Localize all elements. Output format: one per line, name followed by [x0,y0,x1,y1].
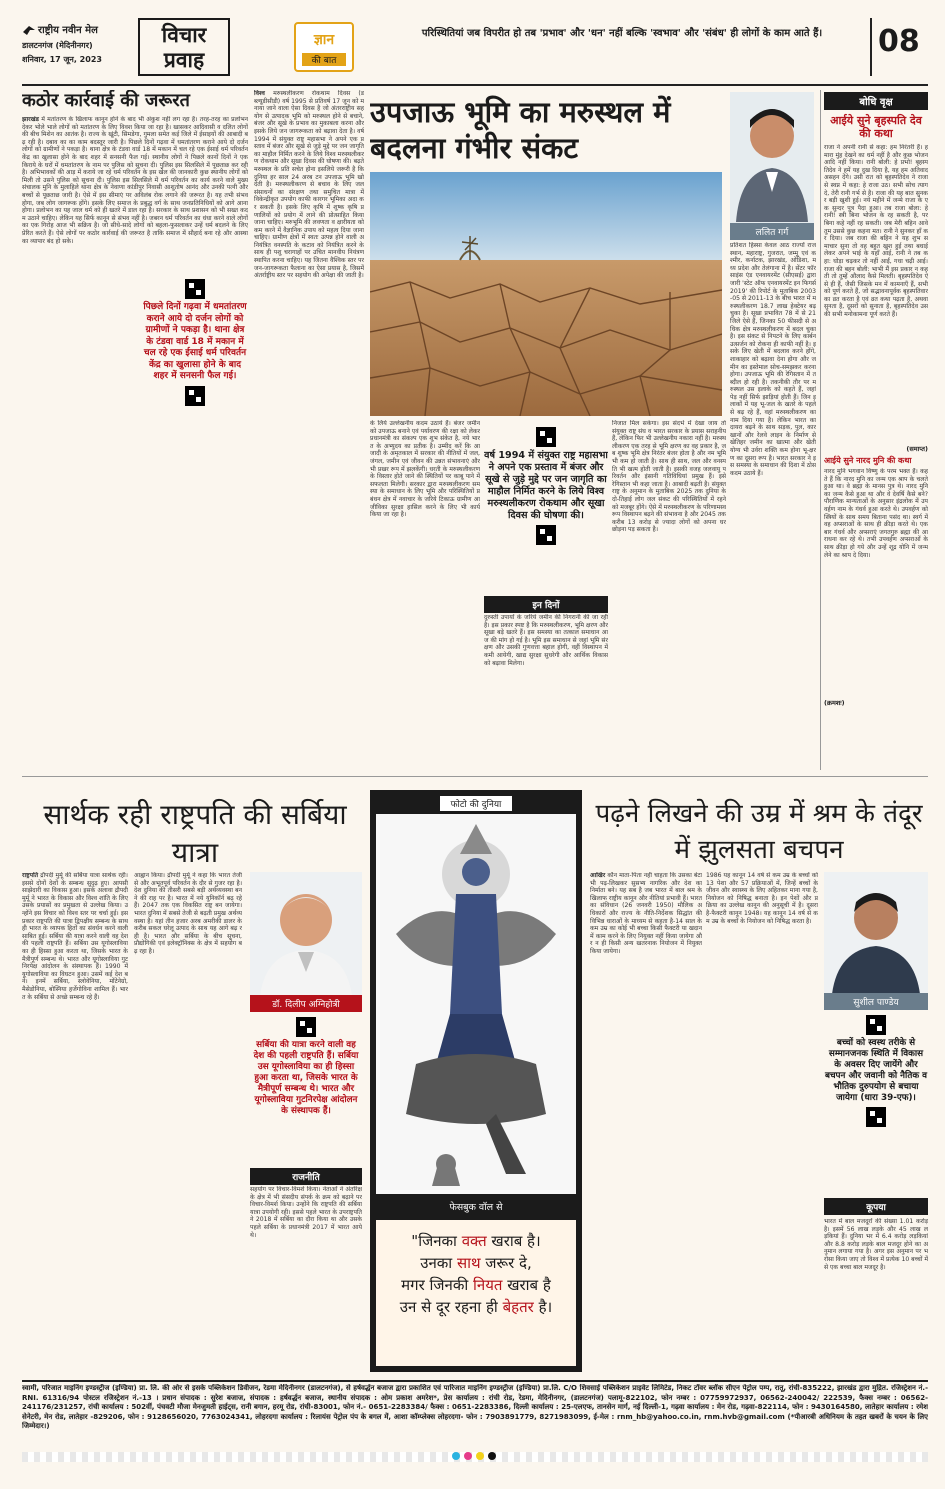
bodhi-tag: बोधि वृक्ष [824,92,928,110]
murmu-intro: राष्ट्रपति [22,872,39,879]
photo-world [370,790,582,1372]
lead-body-c: दुरुस्ती उपायों के जरिये जमीन की निगरानी की जा रही है। इस प्रकार स्पष्ट है कि मरुस्थलीकरण, भूमि क्षरण और सूखा बड़े खतरे हैं। इस समस्या का तत्काल समाधान आज की मांग हो गई है। भूमि इस समाधान से जहां भूमि संरक्षण और उसकी गुणवत्ता बहाल होगी, वहीं विस्थापन में कमी आयेगी, खाद्य सुरक्षा सुधरेगी और आर्थिक विकास को बढ़ावा मिलेगा। [484,614,608,667]
child-pull: बच्चों को स्वस्थ तरीके से सम्मानजनक स्थिति में विकास के अवसर दिए जायेंगे और बचपन और जवानी को नैतिक व भौतिक दुरुपयोग से बचाया जायेगा (धारा 39-एफ)। [824,1038,928,1103]
child-body-c: भारत में बाल मजदूरों की संख्या 1.01 करोड़ है। इसमें 56 लाख लड़के और 45 लाख लड़कियां हैं। दुनिया भर में 6.4 करोड़ लड़कियां और 8.8 करोड़ लड़के बाल मजदूर होने का अनुमान लगाया गया है। अगर इस अनुमान पर भरोसा किया जाए तो विश्व में प्रत्येक 10 बच्चों में से एक बच्चा बाल मजदूर है। [824,1218,928,1271]
murmu-pull-box [250,1014,362,1164]
section-box [138,18,230,76]
quote-part: खराब है उन से दूर रहना ही [399,1276,551,1316]
masthead [22,18,928,82]
child-body-a [590,872,702,1372]
child-pull-box [824,1012,928,1172]
qr-code-icon [185,279,205,299]
lead-pull: वर्ष 1994 में संयुक्त राष्ट्र महासभा ने अपने एक प्रस्ताव में बंजर और सूखे से जुड़े मुद्दे पर जन जागृति का माहौल निर्मित करने के लिये विश्व मरुस्थलीकरण रोकथाम और सूखा दिवस की घोषणा की। [484,450,608,521]
murmu-pull: सर्बिया की यात्रा करने वाली वह देश की पहली राष्ट्रपति हैं। सर्बिया उस यूगोस्लाविया का ही हिस्सा हुआ करता था, जिसके भारत के मैत्रीपूर्ण सम्बन्ध थे। भारत और यूगोस्लाविया गुटनिरपेक्ष आंदोलन के संस्थापक हैं। [253,1040,359,1116]
politics-tag: राजनीति [250,1168,362,1185]
editorial-text: में मतांतरण के खिलाफ कानून होने के बाद भी अंकुश नहीं लग रहा है। तरह-तरह का प्रलोभन देकर भोले भाले लोगों को मतांतरण के लिए विवश किया जा रहा है। खासकर आदिवासी व दलित लोगों की बीच मिशेन का आतंक है। राज्य के खूंटी, सिमडेगा, गुमला समेत कई जिले में ईसाइयों की आबादी बढ़ रही है। दबाव का का काम बदस्तूर जारी है। पिछले दिनों गढ़वा में धमतांतरण कराने आये दो दर्जन लोगों को ग्रामीणों ने पकड़ा है। थाना क्षेत्र के टंडवा वार्ड 18 में मकान में चल रहे एक ईसाई धर्म परिवर्तन केंद्र का खुलासा होने के बाद शहर में सनसनी फैल गई। स्थानीय लोगों ने पिछले कानों दिनों ने एक किराये के घरों में धमतांतरण के नाम पर पुलिस को सूचना दी। पुलिस इस सिलसिले में पूछताछ कर रही है। अभिभावकों की आड़ में कराये जा रहे धर्म परिवर्तन के इस खेल की जानकारी कुछ स्थानीय लोगों को मिली तो उसने पुलिस को सूचना दी। पुलिस इस सिलसिले में धर्म परिवर्तन का कार्य करने वाले मुख्य संचालक मुनि के मुलाहिले थाना क्षेत्र के नेवाणा कांडीपुर निवासी आशुतोष आनंद और उनकी पत्नी और बच्चों से पूछताछ जारी है। ऐसे में इस सीमाएं पर अविलंब रोक लगाने की जरूरत है। यह तभी संभव होगा, जब लोग जागरूक होंगे। इसके लिए समाज के प्रबुद्ध वर्ग के साथ जनप्रतिनिधियों को आगे आना होगा। प्रलोभन का यह जाल धर्म को ही खतरे में डाल रहा है। सरकार के साथ प्रशासन को भी सख्त कदम उठाने चाहिए। लेकिन यह सिर्फ कानून से संभव नहीं है। जबरन धर्म परिवर्तन का धंधा करने वाले लोगों का एक गिरोह आज भी सक्रिय है। जो सीधे-सादे लोगों को बहला-फुसलाकर उन्हें धर्म बदलने के लिए प्रेरित करते हैं। ऐसे लोगों पर कठोर कार्रवाई की जरूरत है ताकि समाज में सौहार्द बना रहे और आस्था का व्यापार बंद हो सके। [22,116,248,245]
gyan-label: ज्ञान [313,32,335,48]
quote-highlight: बेहतर [502,1298,534,1316]
deity-illustration [376,814,576,1194]
bodhi-column [824,92,928,770]
dilip-photo [250,872,362,1012]
qr-code-icon [866,1015,886,1035]
bodhi-title-2: आईये सुने नारद मुनि की कथा [824,456,912,465]
color-bar [22,1452,928,1462]
desert-col-left [254,90,364,770]
facebook-wall-label: फेसबुक वॉल से [449,1202,503,1213]
page-number: 08 [878,24,920,59]
bodhi-body: राजा ने अपनी रानी से कहा: हम निरंतरी हैं। हमारा मुंह देखने का धर्म नहीं है और कुछ भोजन आदि नहीं किया। रानी बोली: हे प्रभो! बृहस्पतिदेव ने हमें यह दुख दिया है, यह हम अतिवाद असहन देंगे। उसी रात को बृहस्पतिदेव ने राजा से स्वप्न में कहा: हे राजा उठ। सभी सोच त्याग दे, तेरी रानी गर्भ से है। राजा की यह बात सुनकर बड़ी खुशी हुई। नये महीने में जन्मे राजा के एक सुन्दर पुत्र पैदा हुआ। तब राजा बोला: हे रानी! स्त्री बिना भोजन के रह सकती है, पर बिना कहे नहीं रह सकती। जब मेरी बहिन आवे तुम उससे कुछ कहना मत। रानी ने सुनकर हाँ कर दिया। जब राजा की बहिन ने यह शुभ समाचार सुना तो वह बहुत खुश हुई तथा बधाई लेकर अपने भाई के यहाँ आई, रानी ने तब कहा: घोड़ा चढ़कर तो नहीं आईं, गधा चढ़ी आई। राजा की बहन बोली: भाभी मैं इस प्रकार न कहती तो तुम्हें औलाद कैसे मिलती। बृहस्पतिदेव ऐसे ही हैं, जैसी जिसके मन में कामनाएँ हैं, सभी को पूर्ण करते हैं, जो सद्भावनापूर्वक बृहस्पतिवार का व्रत करता है एवं व्रत कथा पढ़ता है, अथवा सुनता है, दूसरों को सुनाता है, बृहस्पतिदेव उसकी सभी मनोकामना पूर्ण करते हैं। [824,144,928,319]
lalit-col-body: प्रतिशत हिस्सा केवल आठ राज्यों राजस्थान, महाराष्ट्र, गुजरात, जम्मू एवं कश्मीर, कर्नाटक, झारखंड, ओडिशा, मध्य प्रदेश और तेलंगाना में है। सेंटर फॉर साइंस एंड एनवायरमेंट (सीएसई) द्वारा जारी 'स्टेट ऑफ एनवायरमेंट इन फिगर्स 2019' की रिपोर्ट के मुताबिक 2003-05 से 2011-13 के बीच भारत में मरुस्थलीकरण 18.7 लाख हेक्टेयर बढ़ चुका है। सूखा प्रभावित 78 में से 21 जिले ऐसे हैं, जिनका 50 फीसदी से अधिक क्षेत्र मरुस्थलीकरण में बदल चुका है। इस संकट से निपटने के लिए कार्बन उत्सर्जन को रोकना ही काफी नहीं है। इसके लिए खेती में बदलाव करने होंगे, शाकाहार को बढ़ावा देना होगा और जमीन का इस्तेमाल सोच-समझकर करना होगा। उपजाऊ भूमि की रेगिस्तान में तब्दील हो रही है। तकनीकी तौर पर मरुस्थल उस इलाके को कहते हैं, जहां पेड़ नहीं सिर्फ झाड़ियां होती हैं। जिन इलाकों में यह भू-जल के खतरे के पहले से बढ़ रहे हैं, वहां मरुस्थलीकरण का नाम दिया गया है। लेकिन भारत का दायरा बढ़ने के साथ सड़क, पुल, कारखानों और रेलवे लाइन के निर्माण से खेतिहर जमीन का खात्मा और खेती योग्य भी उर्वरा शक्ति कम होना भू-क्षरण का दूसरा रूप है। भारत सरकार ने इस समस्या के समाधान की दिशा में ठोस कदम उठाये हैं। [730,242,816,477]
bird-logo-icon [22,24,36,36]
quote-highlight: साथ [456,1254,481,1272]
masthead-quote: परिस्थितियां जब विपरीत हो तब 'प्रभाव' और 'धन' नहीं बल्कि 'स्वभाव' और 'संबंध' ही लोगों के काम आते हैं। [421,28,823,39]
lalit-byline: ललित गर्ग [730,223,814,240]
editorial-pull-box [142,276,248,434]
quote-part: जरूर दे, मगर जिनकी [401,1254,532,1294]
editorial-pull: पिछले दिनों गढ़वा में धमतांतरण कराने आये दो दर्जन लोगों को ग्रामीणों ने पकड़ा है। थाना क्षेत्र के टंडवा वार्ड 18 में मकान में चल रहे एक ईसाई धर्म परिवर्तन केंद्र का खुलासा होने के बाद शहर में सनसनी फैल गई। [143,302,247,381]
murmu-body-b: आह्वान किया। द्रौपदी मुर्मू ने कहा कि भारत तेजी से और अभूतपूर्व परिवर्तन के दौर से गुजर रहा है। देश दुनिया की तीसरी सबसे बड़ी अर्थव्यवस्था बनने की राह पर है। भारत में नये युनिकॉर्न बढ़ रहे हैं। 2047 तक एक विकसित राष्ट्र बन जायेगा। भारत दुनिया में सबसे तेजी से बढ़ती प्रमुख अर्थव्यवस्था है। यहां तीन हजार अरब अमरीकी डालर के करीब सकल घरेलू उत्पाद के साथ यह आगे बढ़ रही है। भारत और सर्बिया के बीच सूचना, प्रौद्योगिकी एवं इलेक्ट्रॉनिक्स के क्षेत्र में सहयोग बढ़ रहा है। [134,872,242,955]
gyan-badge [294,22,354,72]
qr-code-icon [536,525,556,545]
sushil-photo [824,872,928,1010]
paper-logo [22,22,132,82]
child-intro: आखिर [590,872,606,879]
lead-title: उपजाऊ भूमि का मरुस्थल में बदलना गंभीर संकट [370,95,671,165]
quote-part: खराब है। उनका [420,1232,541,1272]
paper-city: डालटनगंज (मेदिनीनगर) [22,41,93,50]
desert-left-body [254,90,364,770]
child-title: पढ़ने लिखने की उम्र में श्रम के तंदूर में झुलसता बचपन [595,799,923,865]
masthead-rule [22,84,928,86]
desert-photo [370,172,722,416]
cracked-earth-image [370,172,722,416]
lalit-photo [730,92,814,240]
in-days-tag: इन दिनों [484,596,608,613]
lead-body-b-text: निजात मिल सकेगा। इस संदर्भ में देखा जाय तो संयुक्त राष्ट्र संघ व भारत सरकार के प्रयास सराहनीय हैं, लेकिन फिर भी उल्लेखनीय नकारा नहीं है। मरुस्थलीकरण एक तरह से भूमि क्षरण का वह प्रकार है, जब शुष्क भूमि क्षेत्र निरंतर बंजर होता है और नम भूमि भी कम हो जाती है। साथ ही साथ, जल और वनस्पति भी खत्म होती जाती है। इसकी वजह जलवायु परिवर्तन और इंसानी गतिविधियां प्रमुख हैं। इसे रेगिस्तान भी कहा जाता है। [612,420,726,488]
murmu-title: सार्थक रही राष्ट्रपति की सर्बिया यात्रा [43,798,347,869]
sushil-byline: सुशील पाण्डेय [824,993,928,1010]
paper-name: राष्ट्रीय नवीन मेल [38,25,98,36]
author-portrait [250,872,362,996]
footer-rule [22,1380,928,1382]
desert-intro: विश्व [254,90,265,97]
imprint: स्वामी, परिजात माइनिंग इण्डस्ट्रीज (इण्डिया) प्रा. लि. की ओर से इसके पब्लिकेशन डिवीजन, रेडमा मेदिनीनगर (डालटनगंज), से हर्षवर्द्धन बजाज द्वारा प्रकाशित एवं पारिजात माइनिंग इण्डस्ट्रीज (इण्डिया) प्रा.लि. C/O शिवसाई पब्लिकेशन प्राइवेट लिमिटेड, निकट टॉवर ब्लॉक सीएन पेट्रोल पम्प, रातू, रांची-835222, झारखंड द्वारा मुद्रित. रजिस्ट्रेशन नं.- RNI. 61316/94 पोस्टल रजिस्ट्रेशन नं.-13 । प्रधान संपादक : सुरेश बजाज, संपादक : हर्षवर्द्धन बजाज, स्थानीय संपादक : ओम प्रकाश अमरेश*, प्रेस कार्यालय : रांची रोड, रेडमा, मेदिनीनगर, (डालटनगंज) पलामू-822102, फोन नम्बर : 07759972937, 06562-240042/ 222539, फैक्स नम्बर : 06562-241176/231257, रांची कार्यालय : 502वीं, पंचवटी मौजा मेनजुमती हाईट्स, रानी बगान, हरमू रोड, रांची-83001, फोन नं.- 0651-2283384/ फैक्स : 0651-2283386, दिल्ली कार्यालय : 25-एलएफ, तानसेन मार्ग, नई दिल्ली-1, गढ़वा कार्यालय : मेन रोड, गढ़वा-822114, फोन : 9430164580, लातेहार कार्यालय : रमेश सेनेटरी, मेन रोड, लातेहार -829206, फोन : 9128656020, 7763024341, लोहरदगा कार्यालय : रिलायंस पेट्रोल पंप के बगल में, आशा कॉम्प्लेक्स लोहरदगा- फोन : 7903891779, 8271983099, ई-मेल : rnm_hb@yahoo.co.in, rnm.hvb@gmail.com (*पीआरबी अधिनियम के तहत खबरों के चयन के लिए जिम्मेदार।) [22,1384,928,1431]
photo-world-label: फोटो की दुनिया [440,796,512,811]
child-body-b: 1986 यह कानून 14 वर्ष से कम उम्र के बच्चों को 13 पेशा और 57 प्रक्रियाओं में, जिन्हें बच्चों के जीवन और स्वास्थ्य के लिए अहितकर माना गया है, नियोजन को निषिद्ध बनाता है। इन पेशों और प्रक्रिया का उल्लेख कानून की अनुसूची में है। दूसरा है-फैक्टरी कानून 1948। यह कानून 14 वर्ष से कम उम्र के बच्चों के नियोजन को निषिद्ध करता है। [706,872,818,925]
qr-code-icon [536,427,556,447]
quote-highlight: वक्त [461,1232,487,1250]
bodhi-title: आईये सुने बृहस्पति देव की कथा [830,114,922,140]
lead-body-d-text: आबादी बढ़ती है। संयुक्त राष्ट्र के अनुमान के मुताबिक 2025 तक दुनिया के दो-तिहाई लोग जल संकट की परिस्थितियों में रहने को मजबूर होंगे। ऐसे में मरुस्थलीकरण के परिणामस्वरूप विस्थापन बढ़ने की संभावना है और 2045 तक करीब 13 करोड़ से ज्यादा लोगों को अपना घर छोड़ना पड़ सकता है। [612,480,726,534]
child-tag: कूपया [824,1198,928,1215]
dilip-byline: डॉ. दिलीप अग्निहोत्री [250,995,362,1012]
qr-code-icon [296,1017,316,1037]
murmu-body-c: सहयोग पर विचार-विमर्श किया। नेताओं ने अंतरिक्ष के क्षेत्र में भी संसदीय संपर्क के क्रम को बढ़ाने पर विचार-विमर्श किया। उन्होंने कि राष्ट्रपति की सर्बिया यात्रा उपयोगी रही। इससे पहले भारत के उपराष्ट्रपति ने 2018 में सर्बिया का दौरा किया था और उसके पहले सर्बिया के प्रधानमंत्री 2017 में भारत आये थे। [250,1186,362,1239]
author-portrait [730,92,814,222]
lead-pull-box [484,424,608,594]
quote-highlight: नियत [473,1276,503,1294]
murmu-body-a [22,872,128,1372]
qr-code-icon [866,1107,886,1127]
quote-part: है। [533,1298,553,1316]
editorial-title: कठोर कार्रवाई की जरूरत [22,90,190,111]
editorial-intro: झारखंड [22,116,39,123]
paper-date: शनिवार, 17 जून, 2023 [22,55,102,64]
section-title: विचार प्रवाह [161,22,207,72]
bodhi-body-2: नारद मुनि भगवान विष्णु के परम भक्त हैं। कहते हैं कि नारद मुनि का जन्म एक श्राप के चलते हुआ था। वे ब्रह्मा के मानस पुत्र थे। नारद मुनि का जन्म कैसे हुआ था और वे देवर्षि कैसे बने? पौराणिक मान्यताओं के अनुसार इंद्रलोक में उपवर्हण नाम के गंधर्व हुआ करते थे। उपवर्हण को स्त्रियों के साथ समय बिताना पसंद था। स्वर्ग में वह अप्सराओं के साथ ही क्रीड़ा करते थे। एक बार गंधर्व और अप्सराएं जगतगुरु ब्रह्मा की आराधना कर रहे थे। तभी उपवर्हण अप्सराओं के साथ क्रीड़ा हो गये और उन्हें शूद्र योनि में जन्म लेने का श्राप दे दिया। [824,468,928,559]
lead-body-b [612,420,726,770]
author-portrait [824,872,928,994]
child-body-a-text: कौन माता-पिता नहीं चाहता कि उसका बेटा भी पढ़-लिखकर सुसभ्य नागरिक और देश का निर्माता बने। यह सब है जब भारत में बाल श्रम के खिलाफ राष्ट्रीय कानून और नीतियां प्रभावी हैं। भारत का संविधान (26 जनवरी 1950) मौलिक अधिकारों और राज्य के नीति-निर्देशक सिद्धांत की विभिन्न धाराओं के माध्यम से कहता है-14 साल के कम उम्र का कोई भी बच्चा किसी फैक्टरी या खदान में काम करने के लिए नियुक्त नहीं किया जायेगा और न ही किसी अन्य खतरनाक नियोजन में नियुक्त किया जायेगा। [590,872,702,955]
editorial [22,90,248,770]
bodhi-end: (समाप्त) [906,445,928,453]
lead-body-a: के लिये उल्लेखनीय कदम उठाये हैं। बंजर जमीन को उपजाऊ बनाने एवं पर्यावरण की रक्षा को लेकर प्रधानमंत्री का संकल्प एक शुभ संकेत है, नये भारत के अभ्युदय का प्रतीक है। उम्मीद करें कि आजादी के अमृतकाल में सरकार की नीतियों में जल, जंगल, जमीन एवं जीवन की उन्नत संभावनाएं और भी प्रखर रूप में झलकेंगी। धरती के मरुस्थलीकरण के विस्तार होते जाने की स्थितियों पर काबू पाने में सफलता मिलेगी। सरकार द्वारा मरुस्थलीकरण समस्या के समाधान के लिए भूमि और परिस्थितियों प्रबंधन क्षेत्र में नवाचार के जरिये टिकाऊ ग्रामीण आजीविका सुरक्षा हासिल करने के लिए भी कार्य किया जा रहा है। [370,420,480,519]
qr-code-icon [185,386,205,406]
editorial-body [22,116,248,766]
gyan-sub: की बात [302,53,346,66]
murmu-body-a-text: द्रौपदी मुर्मू की सर्बिया यात्रा सार्थक रही। इससे दोनों देशों के सम्बन्ध सुदृढ़ हुए। आपसी साझेदारी का विकास हुआ। इसके अलावा द्रौपदी मुर्मू ने भारत के विकास और विश्व शांति के लिए उसके प्रयासों का प्रमुखता से उल्लेख किया। उन्होंने इस विचार को विश्व स्तर पर चर्चा हुई। इस प्रकार राष्ट्रपति की यात्रा द्विपक्षीय सम्बन्ध के साथ ही भारत के व्यापक हितों का संवर्धन करने वाली साबित हुई। सर्बिया की यात्रा करने वाली वह देश की पहली राष्ट्रपति हैं। सर्बिया उस यूगोस्लाविया का ही हिस्सा हुआ करता था, जिसके भारत के मैत्रीपूर्ण सम्बन्ध थे। भारत और यूगोस्लाविया गुटनिरपेक्ष आंदोलन के संस्थापक हैं। 1990 में यूगोस्लाविया का विघटन हुआ। उसमें कई देश बने। इनमें सर्बिया, स्लोवेनिया, मोंटेनेग्रो, मैसेडोनिया, बोस्निया हर्जेगोविना शामिल हैं। भारत के सर्बिया से अच्छे सम्बन्ध रहे हैं। [22,872,128,1001]
mid-rule [22,776,928,777]
desert-left-text: मरुस्थलीकरण रोकथाम दिवस (डब्ल्यूडीसीडी) वर्ष 1995 से प्रतिवर्ष 17 जून को मनाया जाने वाला ऐसा दिवस है जो अंतरराष्ट्रीय सहयोग से उत्पादक भूमि को मरुस्थल होने से बचाने, बंजर और सूखे के प्रभाव का मुकाबला करना और इसके लिये जन जागरूकता को बढ़ावा देता है। वर्ष 1994 में संयुक्त राष्ट्र महासभा ने अपने एक प्रस्ताव में बंजर और सूखे से जुड़े मुद्दे पर जन जागृति का माहौल निर्मित करने के लिये विश्व मरुस्थलीकरण रोकथाम और सूखा दिवस की घोषणा की। बढ़ते मरुस्थल के प्रति सचेत होना इसलिये जरूरी है कि दुनिया हर साल 24 अरब टन उपजाऊ भूमि खो देती है। मरुस्थलीकरण से बचाव के लिए जल संसाधनों का संरक्षण तथा समुचित मात्रा में विकेन्द्रीकृत उपयोग काफी कारगर भूमिका अदा कर सकती है। इसके लिए कृषि में शुष्क कृषि प्रणालियों को प्रयोग में लाने की प्रोत्साहित किया जाना चाहिए। मरुभूमि की लवणता व क्षारीयता को कम करने में वैज्ञानिक उपाय को महत्व दिया जाना चाहिए। ग्रामीण क्षेत्रों में स्वतः उत्पन्न होने वाली अनियंत्रित वनस्पति के कटाव को नियंत्रित करने के साथ ही पशु चरागाहों पर उचित मानवीय नियंत्रण स्थापित करना चाहिए। यह जितना वैश्विक स्तर पर जन-जागरूकता फैलाना का ऐसा प्रयास है, जिसमें अंतर्राष्ट्रीय स्तर पर सहयोग की अपेक्षा की जाती है। [254,90,364,280]
quote-text [382,1230,570,1318]
quote-part: "जिनका [411,1232,462,1250]
bodhi-end-2: (क्रमशः) [824,699,845,707]
quote-box [376,1220,576,1366]
